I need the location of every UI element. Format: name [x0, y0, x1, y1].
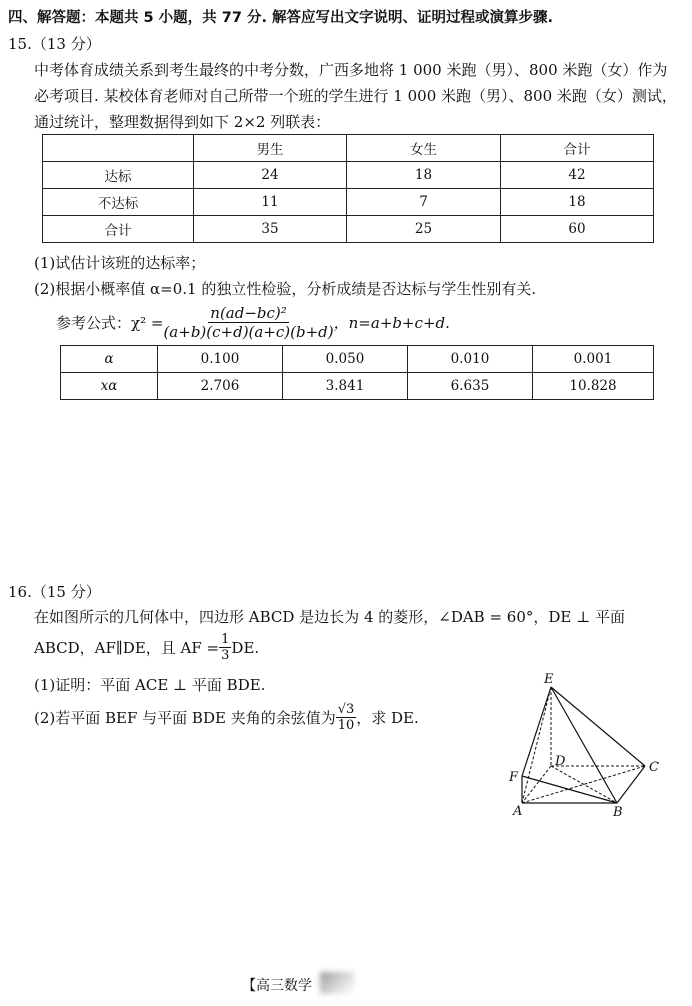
table-cell: 18	[347, 162, 501, 189]
table-cell: 35	[194, 216, 347, 243]
table-cell: α	[61, 346, 158, 373]
q15-sub2: (2)根据小概率值 α=0.1 的独立性检验，分析成绩是否达标与学生性别有关.	[34, 280, 537, 298]
table-cell: 6.635	[408, 373, 533, 400]
table-cell: 达标	[43, 162, 194, 189]
table-cell: 女生	[347, 135, 501, 162]
table-cell: 0.001	[533, 346, 654, 373]
formula-numerator: n(ad−bc)²	[210, 304, 287, 322]
label-C: C	[649, 760, 659, 775]
footer: 【高三数学	[242, 978, 312, 994]
q16-text: (2)若平面 BEF 与平面 BDE 夹角的余弦值为	[34, 709, 336, 727]
q16-text: ABCD，AF∥DE，且 AF =	[34, 639, 220, 657]
table-cell: 42	[501, 162, 654, 189]
q16-number: 16.（15 分）	[8, 583, 101, 601]
label-A: A	[513, 804, 523, 819]
table-cell: 男生	[194, 135, 347, 162]
table-cell: xα	[61, 373, 158, 400]
q15-line: 必考项目. 某校体育老师对自己所带一个班的学生进行 1 000 米跑（男）、800 米跑（女）测试，	[34, 87, 677, 105]
q16-text: DE.	[231, 638, 260, 657]
page-curl-shadow	[320, 972, 354, 994]
table-cell: 合计	[43, 216, 194, 243]
q15-sub1: (1)试估计该班的达标率；	[34, 254, 206, 272]
table-cell: 2.706	[158, 373, 283, 400]
q15-line: 中考体育成绩关系到考生最终的中考分数，广西多地将 1 000 米跑（男）、800 米跑（女）作为	[34, 61, 668, 79]
formula-label: 参考公式：χ² =	[56, 314, 164, 332]
section-header: 四、解答题：本题共 5 小题，共 77 分. 解答应写出文字说明、证明过程或演算步骤.	[8, 10, 554, 26]
table-cell: 18	[501, 189, 654, 216]
table-cell: 合计	[501, 135, 654, 162]
q16-line: 在如图所示的几何体中，四边形 ABCD 是边长为 4 的菱形，∠DAB = 60°，DE ⊥ 平面	[34, 608, 626, 626]
label-B: B	[613, 805, 623, 820]
frac-den: 3	[221, 648, 230, 663]
q16-text: ，求 DE.	[356, 709, 419, 727]
q16-sub1: (1)证明：平面 ACE ⊥ 平面 BDE.	[34, 676, 266, 694]
frac-den: 10	[337, 718, 355, 733]
q15-number: 15.（13 分）	[8, 35, 101, 53]
table-cell: 3.841	[283, 373, 408, 400]
edge-FB	[522, 776, 617, 803]
table-cell: 11	[194, 189, 347, 216]
table-cell: 0.050	[283, 346, 408, 373]
table-cell: 0.010	[408, 346, 533, 373]
table-cell: 0.100	[158, 346, 283, 373]
table-cell: 不达标	[43, 189, 194, 216]
table-cell: 24	[194, 162, 347, 189]
edge-DA	[522, 766, 551, 803]
label-D: D	[555, 754, 566, 769]
label-E: E	[544, 672, 554, 687]
formula-tail: ，n=a+b+c+d.	[333, 314, 450, 332]
table-cell: 7	[347, 189, 501, 216]
label-F: F	[509, 770, 519, 785]
frac-num: √3	[337, 702, 355, 717]
table-cell: 60	[501, 216, 654, 243]
edge-AE	[522, 687, 551, 803]
frac-num: 1	[221, 632, 230, 647]
q15-line: 通过统计，整理数据得到如下 2×2 列联表：	[34, 113, 331, 131]
formula-denominator: (a+b)(c+d)(a+c)(b+d)	[163, 323, 334, 341]
table-cell: 10.828	[533, 373, 654, 400]
table-cell: 25	[347, 216, 501, 243]
edge-BC	[617, 766, 645, 803]
edge-EB	[551, 687, 617, 803]
edge-EF	[522, 687, 551, 776]
